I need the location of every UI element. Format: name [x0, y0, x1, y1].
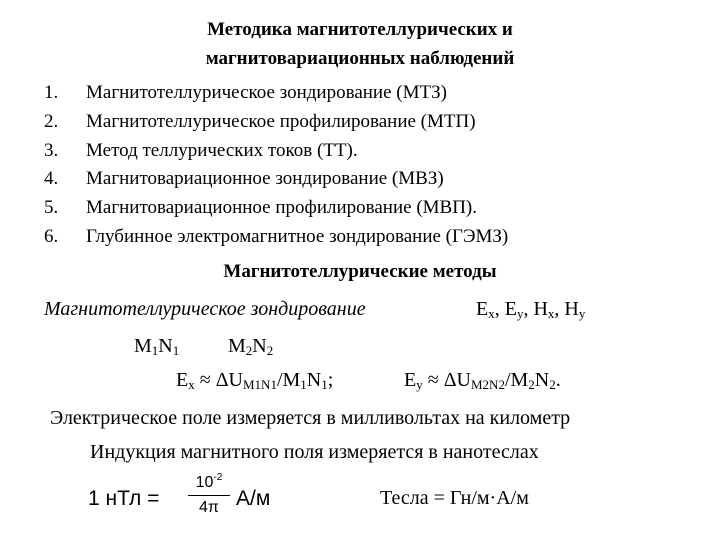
- list-item-text: Магнитовариационное профилирование (МВП).: [86, 197, 478, 219]
- list-item-text: Магнитотеллурическое профилирование (МТП): [86, 110, 476, 132]
- field-components: $E_x$, $E_y$, $H_x$, $H_y$: [476, 298, 586, 321]
- list-item-text: Глубинное электромагнитное зондирование (ГЭМЗ): [86, 225, 509, 247]
- list-item: [44, 79, 508, 108]
- fraction-exponent: -2: [213, 472, 223, 483]
- list-item: [44, 194, 508, 223]
- list-item: [44, 165, 508, 194]
- list-item-number: 4.: [44, 168, 59, 190]
- list-item-text: Метод теллурических токов (ТТ).: [86, 139, 358, 161]
- electrode-pair-1: $M_1N_1$: [134, 335, 180, 358]
- fraction-numerator: 10: [195, 474, 214, 491]
- electrode-pair-2: $M_2N_2$: [228, 335, 274, 358]
- list-item-number: 2.: [44, 110, 59, 132]
- list-item-number: 5.: [44, 197, 59, 219]
- page-title-line-1: Методика магнитотеллурических и: [207, 19, 513, 40]
- list-item-number: 6.: [44, 225, 59, 247]
- list-item-text: Магнитовариационное зондирование (МВЗ): [86, 168, 444, 190]
- electric-field-note: Электрическое поле измеряется в милливольтах на километр: [50, 407, 571, 429]
- fraction-denominator: 4π: [199, 499, 219, 516]
- list-item-text: Магнитотеллурическое зондирование (МТЗ): [86, 82, 447, 103]
- list-item: [44, 108, 508, 137]
- mts-label: Магнитотеллурическое зондирование: [44, 298, 366, 320]
- magnetic-induction-note: Индукция магнитного поля измеряется в нанотеслах: [90, 441, 539, 463]
- page-title-line-2: магнитовариационных наблюдений: [205, 48, 515, 69]
- nt-formula-unit: А/м: [236, 487, 271, 510]
- list-item-number: 1.: [44, 82, 59, 103]
- formula-ex: $E_x \approx \Delta U_{M1N1}/M_1N_1$;: [176, 369, 334, 392]
- formula-ey: $E_y \approx \Delta U_{M2N2}/M_2N_2$.: [404, 369, 561, 392]
- list-item-number: 3.: [44, 139, 59, 161]
- list-item: [44, 137, 508, 166]
- nt-formula-lhs: 1 нТл =: [88, 487, 160, 510]
- methods-list: [44, 79, 508, 252]
- tesla-formula: Тесла = Гн/м·А/м: [380, 487, 529, 509]
- section-title: Магнитотеллурические методы: [223, 261, 497, 282]
- nt-formula-fraction: [188, 472, 230, 517]
- list-item: [44, 223, 508, 252]
